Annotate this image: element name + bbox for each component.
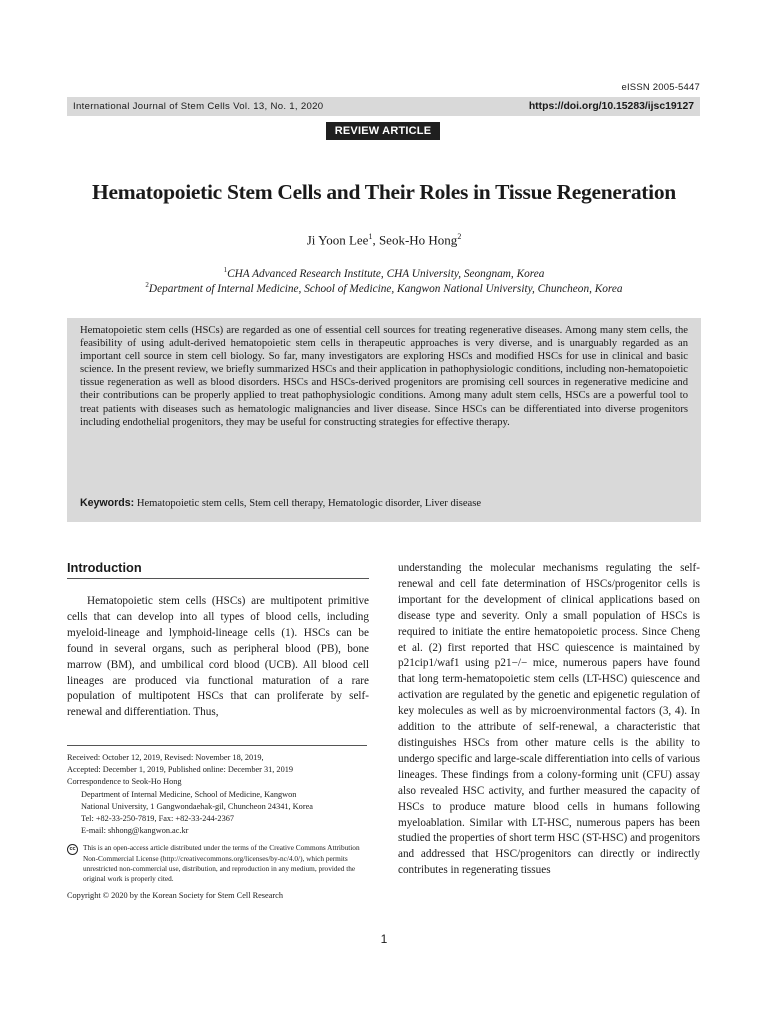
author-name: Seok-Ho Hong xyxy=(378,232,458,248)
abstract-text: Hematopoietic stem cells (HSCs) are regarded as one of essential cell sources for treating regenerative diseases. Among many stem cells, the feasibility of using adult-derived hematopoietic stem cells in therapeutic approaches is very diverse, and is unarguably regarded as an important cell source in stem cell biology. So far, many investigators are exploring HSCs and modified HSCs for use in clinical and basic science. In the present review, we briefly summarized HSCs and their application in pathophysiologic conditions, including non-hematopoietic tissue regeneration as well as blood disorders. HSCs and HSCs-derived progenitors are promising cell sources in regenerative medicine and their contributions can be properly applied to treat pathophysiologic conditions. Among many adult stem cells, HSCs are a powerful tool to treat patients with diseases such as hematologic malignancies and liver disease. Since HSCs can be differentiated into diverse progenitors including endothelial progenitors, they may be useful for constructing strategies for effective therapy. xyxy=(80,325,688,428)
phone-fax: Tel: +82-33-250-7819, Fax: +82-33-244-2367 xyxy=(81,814,235,824)
address-line-2: National University, 1 Gangwondaehak-gil, Chuncheon 24341, Korea xyxy=(81,801,313,811)
doi-link[interactable]: https://doi.org/10.15283/ijsc19127 xyxy=(528,101,694,112)
journal-header-bar xyxy=(67,97,700,116)
license-text: This is an open-access article distributed under the terms of the Creative Commons Attribution Non-Commercial License (http://creativecommons.org/licenses/by-nc/4.0/), which permits unrestricted non-commercial use, distribution, and reproduction in any medium, provided the original work is properly cited. xyxy=(83,843,360,884)
keywords-label: Keywords: xyxy=(80,497,135,509)
copyright-line: Copyright © 2020 by the Korean Society for Stem Cell Research xyxy=(67,891,283,901)
affiliation-marker: 2 xyxy=(145,281,149,289)
intro-paragraph-left: Hematopoietic stem cells (HSCs) are multipotent primitive cells that can develop into all types of blood cells, including myeloid-lineage and lymphoid-lineage cells (1). HSCs can be found in several organs, such as peripheral blood (PB), bone marrow (BM), and umbilical cord blood (UCB). All blood cell lineages are produced via functional maturation of a rare population of multipotent HSCs that can proliferate by self-renewal and differentiation. Thus, xyxy=(67,595,369,719)
affiliation-marker: 1 xyxy=(223,266,228,274)
article-title: Hematopoietic Stem Cells and Their Roles in Tissue Regeneration xyxy=(92,180,676,204)
correspondence-label: Correspondence to xyxy=(67,777,130,787)
author-list xyxy=(67,232,701,248)
affiliation-1 xyxy=(67,266,701,280)
address-line-1: Department of Internal Medicine, School of Medicine, Kangwon xyxy=(81,789,297,799)
affiliation-text: Department of Internal Medicine, School of Medicine, Kangwon National University, Chuncheon, Korea xyxy=(148,282,623,295)
author-name: Ji Yoon Lee xyxy=(306,232,369,248)
abstract-box xyxy=(67,318,701,522)
cc-license-icon: cc xyxy=(67,844,78,855)
keywords-list: Hematopoietic stem cells, Stem cell therapy, Hematologic disorder, Liver disease xyxy=(136,498,482,509)
article-type-badge: REVIEW ARTICLE xyxy=(326,122,440,140)
accepted-dates: Accepted: December 1, 2019, Published online: December 31, 2019 xyxy=(67,765,294,775)
license-notice xyxy=(67,843,369,884)
affiliation-text: CHA Advanced Research Institute, CHA University, Seongnam, Korea xyxy=(227,267,545,280)
footnote-divider xyxy=(67,745,367,746)
page-number: 1 xyxy=(380,932,388,946)
correspondence-name: Seok-Ho Hong xyxy=(131,777,182,787)
author-separator: , xyxy=(372,232,379,248)
article-footnotes xyxy=(67,752,369,902)
journal-citation: International Journal of Stem Cells Vol. 13, No. 1, 2020 xyxy=(73,101,324,112)
received-dates: Received: October 12, 2019, Revised: November 18, 2019, xyxy=(67,753,264,762)
affiliation-marker: 2 xyxy=(457,232,462,241)
intro-paragraph-right: understanding the molecular mechanisms regulating the self-renewal and cell fate determination of HSCs/progenitor cells is important for the development of clinical applications based on disease type and severity. Only a small population of HSCs is required to initiate the entire hematopoietic process. Since Cheng et al. (2) first reported that HSC quiescence is maintained by p21cip1/waf1 using p21−/− mice, numerous papers have found that long term-hematopoietic stem cells (LT-HSC) quiescence and activation are regulated by the genetic and epigenetic regulation of key molecules as well as by microenvironmental factors (3, 4). In addition to the attribute of self-renewal, a characteristic that distinguishes HSCs from other mature cells is the ability to undergo specific and large-scale differentiation into cells of various lineages. These findings from a colony-forming unit (CFU) assay also revealed HSC activity, and further measured the capacity of HSCs to produce mature blood cells in humans following myeloablation. Similar with LT-HSC, numerous papers has been studied the properties of short term HSC (ST-HSC) and progenitors and addressed that HSC/progenitors can directly or indirectly contributes in regenerating tissues xyxy=(398,562,700,877)
email-address[interactable]: E-mail: shhong@kangwon.ac.kr xyxy=(81,826,189,836)
section-heading-introduction: Introduction xyxy=(67,560,369,579)
keywords-line xyxy=(80,497,481,509)
eissn: eISSN 2005-5447 xyxy=(621,82,700,93)
correspondence-line xyxy=(67,776,369,788)
affiliation-marker: 1 xyxy=(368,232,373,241)
affiliation-2 xyxy=(67,281,701,295)
